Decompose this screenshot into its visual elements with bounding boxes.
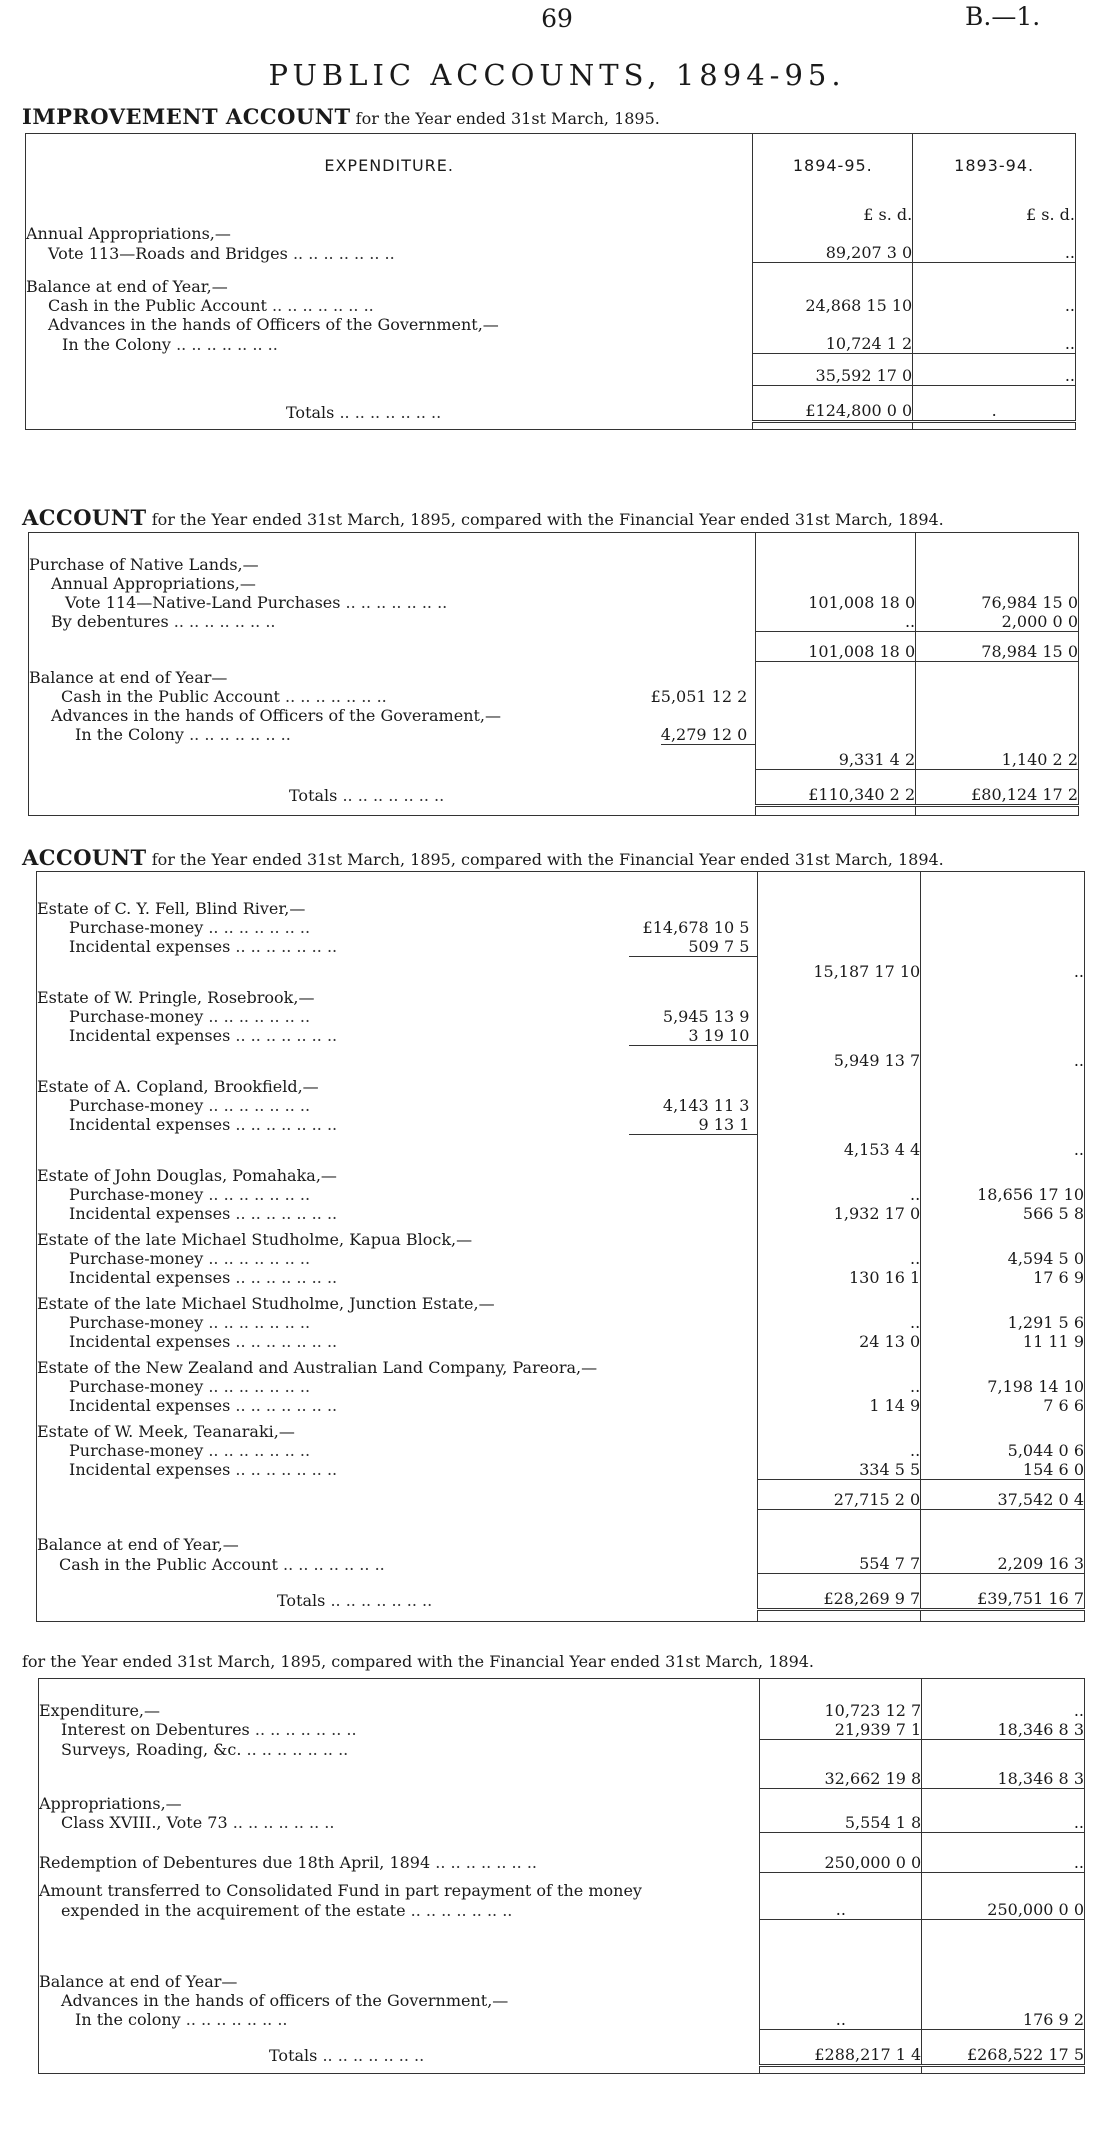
transfer-1894: .. [760,1900,922,1920]
empty-cell [921,1159,1085,1185]
empty-cell [921,981,1085,1007]
leader-dots: .. .. .. .. .. .. .. [322,2046,425,2065]
leader-dots: .. .. .. .. .. .. .. [235,1395,338,1415]
incidental-1893: 11 11 9 [1022,1331,1084,1351]
section2-heading-bold: ACCOUNT [22,505,147,530]
section2-heading [22,505,944,530]
incidental-1893 [921,1115,1085,1135]
purchase-money-label: Purchase-money [69,1248,204,1268]
colony-1894: .. [760,2010,922,2030]
estate-name: Estate of W. Meek, Teanaraki,— [37,1415,758,1441]
cash-public-account-label: Cash in the Public Account [48,296,267,315]
totals-1894: £28,269 9 7 [758,1574,921,1610]
interest-1893: .. [1073,1700,1084,1720]
leader-dots: .. .. .. .. .. .. .. [235,1267,338,1287]
vote-113-1893: .. [913,243,1076,263]
section4-heading: for the Year ended 31st March, 1895, compared with the Financial Year ended 31st March, 1894. [22,1652,815,1671]
debentures-1893: 2,000 0 0 [916,612,1079,632]
lsd-header-1: £ s. d. [753,196,913,224]
empty-cell [758,1287,921,1313]
leader-dots: .. .. .. .. .. .. .. [208,1184,311,1204]
purchase-money-1894: .. [758,1441,921,1460]
purchase-native-lands-label: Purchase of Native Lands,— [29,555,756,574]
vote-113-label: Vote 113—Roads and Bridges [48,243,288,263]
leader-dots: .. .. .. .. .. .. .. [339,402,442,422]
class-xviii-1893: .. [922,1813,1085,1833]
vote-114-1893: 76,984 15 0 [981,592,1078,612]
incidental-1893: 566 5 8 [1022,1203,1084,1223]
purchase-money-cell [37,918,758,937]
estates-account-table [36,871,1085,1622]
purchase-money-subamount: 5,945 13 9 [662,1006,750,1026]
leader-dots: .. .. .. .. .. .. .. [292,243,395,263]
cash-1894: 24,868 15 10 [753,296,913,315]
purchase-money-cell [37,1007,758,1026]
incidental-expenses-cell [37,1204,758,1223]
estate-name: Estate of the late Michael Studholme, Junction Estate,— [37,1287,758,1313]
purchase-money-label: Purchase-money [69,1376,204,1396]
purchase-money-1893 [921,1096,1085,1115]
purchase-money-1893: 5,044 0 6 [1007,1440,1084,1460]
vote-113-1894: 89,207 3 0 [753,243,913,263]
leader-dots: .. .. .. .. .. .. .. [330,1590,433,1610]
incidental-1894 [758,1115,921,1135]
estate-name: Estate of John Douglas, Pomahaka,— [37,1159,758,1185]
incidental-expenses-subamount: 9 13 1 [629,1115,757,1135]
purchase-money-cell [37,1096,758,1115]
incidental-expenses-label: Incidental expenses [69,936,231,956]
leader-dots: .. .. .. .. .. .. .. [272,296,374,315]
redemption-1893: .. [922,1832,1085,1872]
surveys-1894: 21,939 7 1 [760,1720,922,1740]
purchase-money-1894 [758,918,921,937]
incidental-1894: 130 16 1 [758,1268,921,1287]
in-colony-label: In the colony [75,2010,181,2029]
balance-label: Balance at end of Year— [39,1972,760,1991]
redemption-label [39,1832,760,1872]
estates-subtotal-1893: 37,542 0 4 [921,1479,1085,1509]
estate-total-1893: .. [1073,961,1084,981]
estate-name: Estate of the late Michael Studholme, Kapua Block,— [37,1223,758,1249]
cash-subamount: £5,051 12 2 [650,687,748,706]
incidental-1893: 17 6 9 [1033,1267,1084,1287]
expenditure-subtotal-1894: 32,662 19 8 [760,1759,922,1789]
empty-cell [37,957,758,981]
page-title: PUBLIC ACCOUNTS, 1894-95. [268,58,846,92]
surveys-roading-label: Surveys, Roading, &c. [61,1739,242,1759]
cash-1893: .. [1064,296,1075,315]
colony-1894: 10,724 1 2 [753,334,913,354]
incidental-expenses-cell [37,1026,758,1046]
leader-dots: .. .. .. .. .. .. .. [176,334,278,354]
redemption-text: Redemption of Debentures due 18th April, 1894 [39,1853,431,1872]
totals-label: Totals [286,402,335,422]
estate-total-1893: .. [1073,1139,1084,1159]
totals-1893: £80,124 17 2 [916,769,1079,805]
estates-subtotal-1894: 27,715 2 0 [758,1479,921,1509]
purchase-money-1893: 1,291 5 6 [1007,1312,1084,1332]
colony-1893: 176 9 2 [1022,2009,1084,2029]
totals-1893: £39,751 16 7 [921,1574,1085,1610]
colony-subamount: 4,279 12 0 [661,725,756,745]
incidental-expenses-label: Incidental expenses [69,1203,231,1223]
estate-name: Estate of C. Y. Fell, Blind River,— [37,892,758,918]
improvement-account-table [25,133,1076,430]
incidental-1893: 7 6 6 [1043,1395,1084,1415]
leader-dots: .. .. .. .. .. .. .. [435,1853,537,1872]
leader-dots: .. .. .. .. .. .. .. [208,1376,311,1396]
incidental-expenses-label: Incidental expenses [69,1114,231,1134]
incidental-expenses-cell [37,1460,758,1480]
incidental-expenses-cell [37,1396,758,1415]
purchase-money-label: Purchase-money [69,1184,204,1204]
balance-1893: 1,140 2 2 [1001,749,1078,769]
section1-heading [22,104,660,129]
incidental-expenses-cell [37,937,758,957]
colony-1893: .. [1064,334,1075,353]
purchase-money-label: Purchase-money [69,1440,204,1460]
redemption-1894: 250,000 0 0 [760,1832,922,1872]
vote-114-1894: 101,008 18 0 [756,593,916,612]
incidental-1893 [921,937,1085,957]
incidental-1893: 154 6 0 [1022,1459,1084,1479]
totals-1894: £124,800 0 0 [753,386,913,422]
leader-dots: .. .. .. .. .. .. .. [208,1006,311,1026]
purchase-money-cell [37,1441,758,1460]
incidental-1893 [921,1026,1085,1046]
surveys-1893: 18,346 8 3 [922,1720,1085,1740]
incidental-expenses-subamount: 3 19 10 [629,1026,757,1046]
leader-dots: .. .. .. .. .. .. .. [208,917,311,937]
purchase-money-cell [37,1249,758,1268]
col-year2-header: 1893-94. [954,155,1035,175]
purchase-money-label: Purchase-money [69,1312,204,1332]
debentures-1894: .. [756,612,916,632]
section2-heading-rest: for the Year ended 31st March, 1895, compared with the Financial Year ended 31st March, 1894. [146,510,944,529]
incidental-expenses-subamount: 509 7 5 [629,937,757,957]
incidental-expenses-label: Incidental expenses [69,1395,231,1415]
purchase-money-1893: 4,594 5 0 [1007,1248,1084,1268]
purchase-subtotal-1893: 78,984 15 0 [916,631,1079,661]
section3-heading [22,845,944,870]
empty-cell [921,1415,1085,1441]
leader-dots: .. .. .. .. .. .. .. [410,1900,513,1920]
incidental-expenses-cell [37,1268,758,1287]
leader-dots: .. .. .. .. .. .. .. [235,1460,338,1479]
empty-cell [758,892,921,918]
in-colony-label: In the Colony [75,725,184,744]
purchase-money-cell [37,1313,758,1332]
leader-dots: .. .. .. .. .. .. .. [235,1331,338,1351]
leader-dots: .. .. .. .. .. .. .. [189,725,291,744]
estate-total-1894: 4,153 4 4 [758,1135,921,1159]
cash-public-account-label: Cash in the Public Account [61,687,280,706]
section3-heading-rest: for the Year ended 31st March, 1895, compared with the Financial Year ended 31st March, 1894. [146,850,944,869]
purchase-money-subamount: £14,678 10 5 [642,917,750,937]
leader-dots: .. .. .. .. .. .. .. [246,1739,349,1759]
purchase-money-label: Purchase-money [69,1095,204,1115]
balance-1894: 9,331 4 2 [756,745,916,769]
document-reference: B.—1. [965,2,1041,31]
advances-label: Advances in the hands of Officers of the Goverament,— [51,706,502,725]
cash-1893: 2,209 16 3 [997,1554,1084,1573]
incidental-expenses-label: Incidental expenses [69,1331,231,1351]
totals-label: Totals [269,2046,318,2065]
balance-label: Balance at end of Year,— [26,277,753,296]
totals-label: Totals [289,786,338,805]
leader-dots: .. .. .. .. .. .. .. [283,1554,385,1574]
incidental-1894: 1,932 17 0 [758,1204,921,1223]
class-xviii-label: Class XVIII., Vote 73 [61,1813,228,1832]
subtotal-1894: 35,592 17 0 [753,354,913,386]
leader-dots: .. .. .. .. .. .. .. [185,2010,288,2029]
estate-name: Estate of the New Zealand and Australian Land Company, Pareora,— [37,1351,758,1377]
appropriations-label: Appropriations,— [39,1789,760,1813]
incidental-expenses-label: Incidental expenses [69,1025,231,1045]
totals-1893: . [913,386,1076,422]
balance-label: Balance at end of Year,— [37,1535,758,1554]
leader-dots: .. .. .. .. .. .. .. [208,1095,311,1115]
expenditure-label: Expenditure,— [39,1701,760,1720]
leader-dots: .. .. .. .. .. .. .. [342,786,445,805]
purchase-subtotal-1894: 101,008 18 0 [756,631,916,661]
estate-total-1894: 5,949 13 7 [758,1046,921,1070]
leader-dots: .. .. .. .. .. .. .. [208,1440,311,1460]
debentures-label: By debentures [51,612,169,631]
incidental-1894 [758,1026,921,1046]
purchase-money-1894: .. [758,1249,921,1268]
native-land-account-table [28,532,1079,816]
section1-heading-bold: IMPROVEMENT ACCOUNT [22,104,351,129]
leader-dots: .. .. .. .. .. .. .. [235,1025,338,1045]
purchase-money-1893: 18,656 17 10 [977,1184,1084,1204]
in-colony-label: In the Colony [62,334,171,354]
incidental-1894: 334 5 5 [758,1460,921,1480]
empty-cell [921,1070,1085,1096]
purchase-money-label: Purchase-money [69,917,204,937]
leader-dots: .. .. .. .. .. .. .. [285,687,387,706]
purchase-money-cell [37,1377,758,1396]
totals-1893: £268,522 17 5 [922,2029,1085,2065]
estate-name: Estate of A. Copland, Brookfield,— [37,1070,758,1096]
cash-public-account-label: Cash in the Public Account [59,1554,278,1574]
empty-cell [758,1223,921,1249]
empty-cell [758,1070,921,1096]
leader-dots: .. .. .. .. .. .. .. [235,936,338,956]
empty-cell [921,1351,1085,1377]
incidental-expenses-label: Incidental expenses [69,1267,231,1287]
annual-appropriations-label: Annual Appropriations,— [51,573,256,593]
purchase-money-1894: .. [758,1377,921,1396]
totals-1894: £288,217 1 4 [760,2029,922,2065]
purchase-money-1894: .. [758,1313,921,1332]
totals-1894: £110,340 2 2 [756,769,916,805]
transfer-label-line1: Amount transferred to Consolidated Fund in part repayment of the money [39,1872,760,1900]
incidental-expenses-cell [37,1115,758,1135]
leader-dots: .. .. .. .. .. .. .. [208,1248,311,1268]
subtotal-1893: .. [913,354,1076,386]
estate-total-1893: .. [1073,1050,1084,1070]
leader-dots: .. .. .. .. .. .. .. [232,1813,335,1832]
empty-cell [758,1415,921,1441]
empty-cell [758,1159,921,1185]
class-xviii-1894: 5,554 1 8 [760,1813,922,1833]
purchase-money-1894 [758,1096,921,1115]
lsd-header-2: £ s. d. [1026,205,1075,224]
leader-dots: .. .. .. .. .. .. .. [235,1203,338,1223]
estate-name: Estate of W. Pringle, Rosebrook,— [37,981,758,1007]
purchase-money-subamount: 4,143 11 3 [662,1095,750,1115]
cash-1894: 554 7 7 [758,1554,921,1574]
purchase-money-cell [37,1185,758,1204]
leader-dots: .. .. .. .. .. .. .. [345,592,448,612]
advances-label: Advances in the hands of Officers of the Government,— [48,315,499,334]
leader-dots: .. .. .. .. .. .. .. [235,1114,338,1134]
empty-cell [921,1287,1085,1313]
empty-cell [758,1351,921,1377]
purchase-money-1893 [921,1007,1085,1026]
section3-heading-bold: ACCOUNT [22,845,147,870]
leader-dots: .. .. .. .. .. .. .. [254,1720,357,1739]
leader-dots: .. .. .. .. .. .. .. [208,1312,311,1332]
empty-cell [921,892,1085,918]
vote-114-label: Vote 114—Native-Land Purchases [65,592,341,612]
estate-total-1894: 15,187 17 10 [758,957,921,981]
leader-dots: .. .. .. .. .. .. .. [173,612,276,631]
incidental-1894 [758,937,921,957]
expenditure-subtotal-1893: 18,346 8 3 [922,1759,1085,1789]
annual-appropriations-label: Annual Appropriations,— [26,224,753,243]
incidental-expenses-cell [37,1332,758,1351]
estates-list [37,892,1085,1480]
col-expenditure-header: EXPENDITURE. [26,134,753,197]
purchase-money-1893 [921,918,1085,937]
col-year1-header: 1894-95. [753,134,913,197]
purchase-money-label: Purchase-money [69,1006,204,1026]
interest-1894: 10,723 12 7 [760,1701,922,1720]
page-number: 69 [541,4,573,33]
section1-heading-rest: for the Year ended 31st March, 1895. [350,109,660,128]
empty-cell [921,1223,1085,1249]
interest-debentures-label: Interest on Debentures [61,1720,250,1739]
purchase-money-1894: .. [758,1185,921,1204]
incidental-expenses-label: Incidental expenses [69,1460,231,1479]
balance-label: Balance at end of Year— [29,661,756,687]
transfer-label-line2: expended in the acquirement of the estate [61,1900,406,1920]
advances-label: Advances in the hands of officers of the Government,— [61,1990,509,2010]
totals-label: Totals [277,1590,326,1610]
purchase-money-1893: 7,198 14 10 [987,1376,1084,1396]
empty-cell [37,1135,758,1159]
debentures-account-table [38,1678,1085,2074]
empty-cell [758,981,921,1007]
purchase-money-1894 [758,1007,921,1026]
empty-cell [37,1046,758,1070]
incidental-1894: 1 14 9 [758,1396,921,1415]
transfer-1893: 250,000 0 0 [922,1900,1085,1920]
incidental-1894: 24 13 0 [758,1332,921,1351]
